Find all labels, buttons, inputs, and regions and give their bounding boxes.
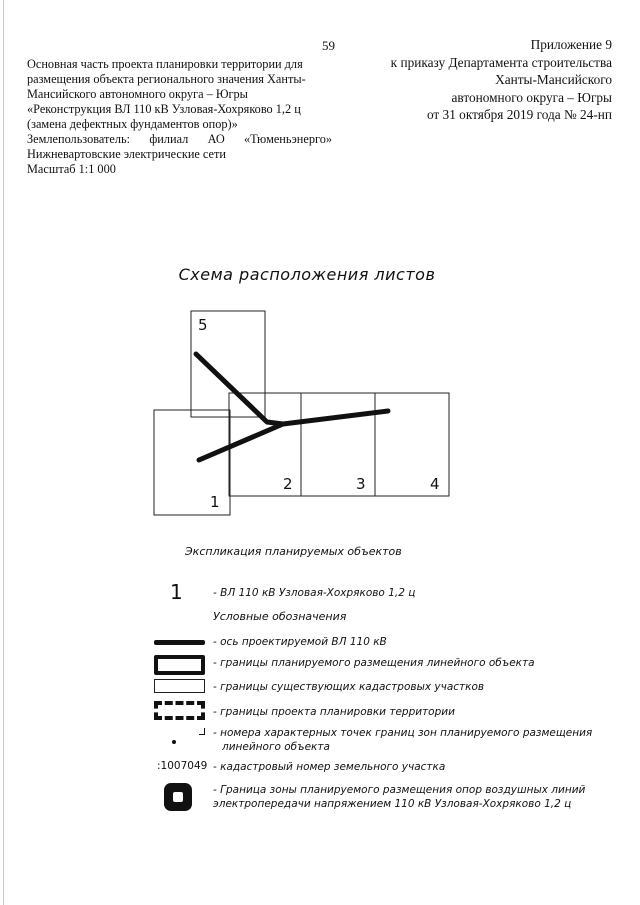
legend-item-support-zone: - Граница зоны планируемого размещения опор воздушных линий xyxy=(213,784,586,796)
legend-item-cadastral-boundary: - границы существующих кадастровых участков xyxy=(213,681,485,693)
legend-item-cadastral-number: - кадастровый номер земельного участка xyxy=(213,761,446,773)
sheet-label-1: 1 xyxy=(210,493,220,511)
header-right-line: от 31 октября 2019 года № 24-нп xyxy=(426,107,612,122)
header-left-line: Мансийского автономного округа – Югры xyxy=(27,87,248,101)
conventions-title: Условные обозначения xyxy=(213,610,347,623)
landuser-word: «Тюменьэнерго» xyxy=(244,132,332,146)
object-number: 1 xyxy=(170,580,183,604)
landuser-word: АО xyxy=(207,132,225,146)
cadastral-boundary-symbol xyxy=(154,679,205,693)
header-left-line: Основная часть проекта планировки территории для xyxy=(27,57,303,71)
point-number-dot-symbol xyxy=(172,740,176,744)
vl-axis-main xyxy=(199,411,388,460)
cadastral-number-sample: :1007049 xyxy=(157,760,208,772)
header-left-line: (замена дефектных фундаментов опор)» xyxy=(27,117,238,131)
landuser-word: филиал xyxy=(149,132,189,146)
axis-line-symbol xyxy=(154,640,205,645)
vl-axis-branch xyxy=(196,354,283,424)
header-right-line: Ханты-Мансийского xyxy=(495,72,612,87)
sheet-label-2: 2 xyxy=(283,475,293,493)
scale-text: Масштаб 1:1 000 xyxy=(27,162,116,176)
legend-item-planning-boundary: - границы проекта планировки территории xyxy=(213,706,455,718)
object-description: - ВЛ 110 кВ Узловая-Хохряково 1,2 ц xyxy=(213,587,416,599)
header-left-line: размещения объекта регионального значения Ханты- xyxy=(27,72,306,86)
legend-item-point-numbers: - номера характерных точек границ зон планируемого размещения xyxy=(213,727,593,739)
planning-boundary-symbol xyxy=(154,701,205,720)
legend-item-point-numbers-cont: линейного объекта xyxy=(222,741,330,753)
sheet-label-3: 3 xyxy=(356,475,366,493)
header-right-line: Приложение 9 xyxy=(530,37,612,52)
header-right-line: к приказу Департамента строительства xyxy=(390,54,612,70)
legend-item-axis: - ось проектируемой ВЛ 110 кВ xyxy=(213,636,387,648)
sheet-label-5: 5 xyxy=(198,316,208,334)
scheme-title: Схема расположения листов xyxy=(178,265,436,284)
header-left-line: «Реконструкция ВЛ 110 кВ Узловая-Хохряково 1,2 ц xyxy=(27,102,301,116)
legend-item-support-zone-cont: электропередачи напряжением 110 кВ Узловая-Хохряково 1,2 ц xyxy=(213,798,572,810)
page-number: 59 xyxy=(322,38,335,53)
support-zone-symbol-inner xyxy=(173,792,183,802)
point-number-corner-symbol xyxy=(199,728,205,735)
landuser-line-2: Нижневартовские электрические сети xyxy=(27,147,226,161)
support-zone-symbol xyxy=(164,783,192,811)
sheet-label-4: 4 xyxy=(430,475,440,493)
landuser-word: Землепользователь: xyxy=(27,132,131,146)
header-right-line: автономного округа – Югры xyxy=(451,89,612,105)
explication-title: Экспликация планируемых объектов xyxy=(185,545,402,558)
placement-boundary-symbol xyxy=(154,655,205,675)
legend-item-placement-boundary: - границы планируемого размещения линейного объекта xyxy=(213,657,535,669)
